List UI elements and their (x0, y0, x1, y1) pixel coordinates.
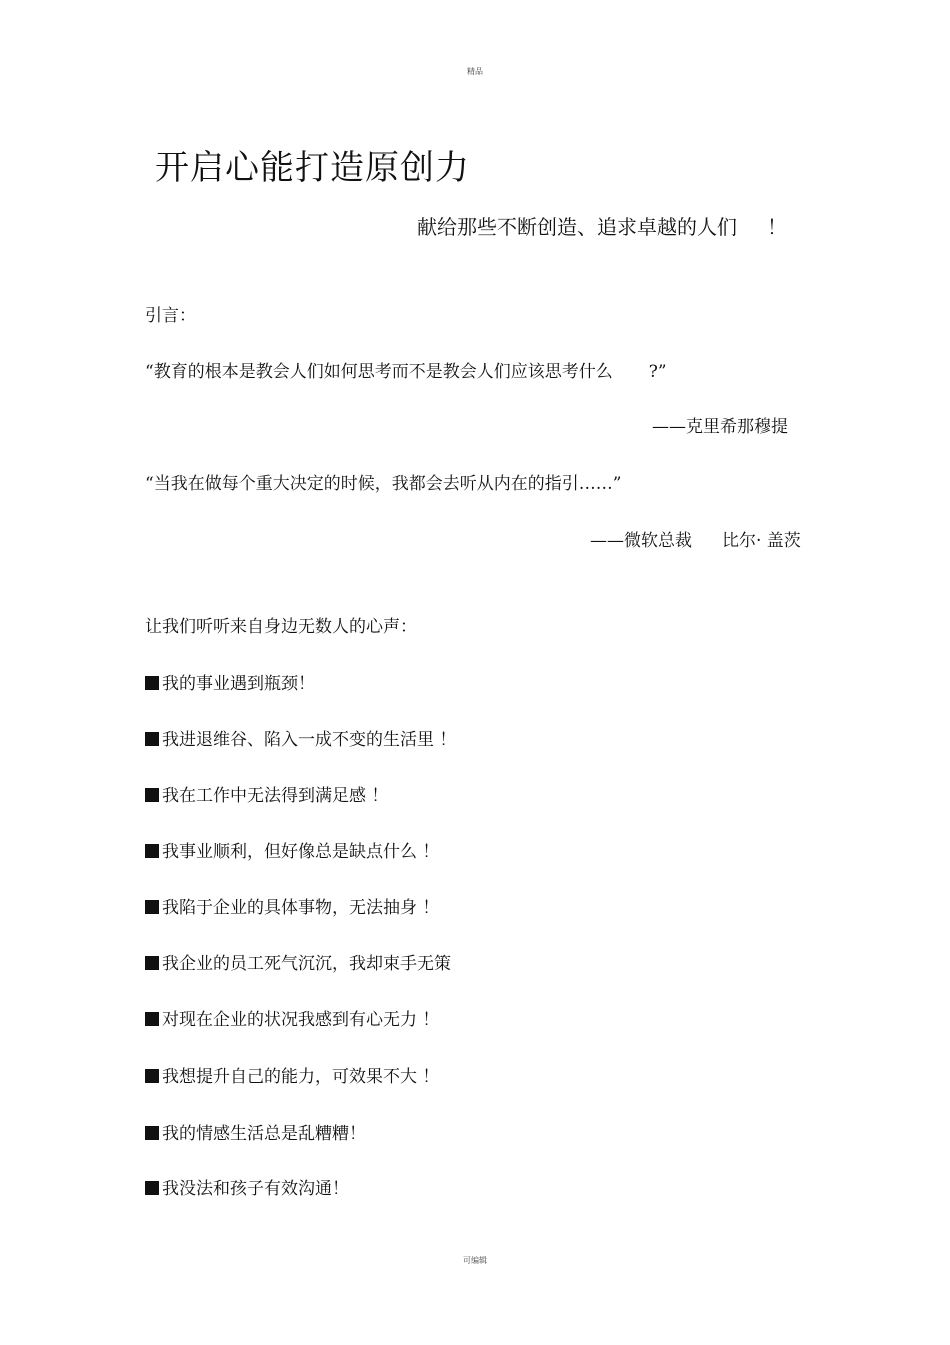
square-bullet-icon (145, 788, 159, 802)
square-bullet-icon (145, 676, 159, 690)
square-bullet-icon (145, 1012, 159, 1026)
subtitle-mark: ！ (767, 215, 787, 239)
quote-1-attribution: ——克里希那穆提 (652, 417, 788, 437)
square-bullet-icon (145, 1181, 159, 1195)
page-footer: 可编辑 (463, 1256, 487, 1265)
page-header: 精品 (467, 67, 483, 76)
subtitle-text: 献给那些不断创造、追求卓越的人们 (417, 215, 737, 239)
quote-2-attribution-prefix: ——微软总裁 (590, 531, 692, 551)
square-bullet-icon (145, 732, 159, 746)
list-item: 我陷于企业的具体事物，无法抽身 ！ (145, 893, 439, 918)
list-item: 我想提升自己的能力，可效果不大 ！ (145, 1062, 439, 1087)
list-item: 我进退维谷、陷入一成不变的生活里 ！ (145, 725, 456, 750)
square-bullet-icon (145, 1126, 159, 1140)
quote-1-tail: ?” (648, 362, 667, 382)
list-item: 我的情感生活总是乱糟糟！ (145, 1119, 366, 1144)
voices-intro: 让我们听听来自身边无数人的心声： (145, 617, 417, 637)
list-item: 我在工作中无法得到满足感 ！ (145, 781, 388, 806)
square-bullet-icon (145, 900, 159, 914)
quote-2: “当我在做每个重大决定的时候，我都会去听从内在的指引……” (145, 474, 622, 494)
quote-1 (145, 357, 667, 382)
page-title: 开启心能打造原创力 (155, 148, 470, 188)
list-item: 对现在企业的状况我感到有心无力 ！ (145, 1005, 439, 1030)
quote-2-attribution-name: 比尔· 盖茨 (722, 531, 801, 551)
subtitle (417, 211, 787, 240)
square-bullet-icon (145, 844, 159, 858)
quote-1-text: “教育的根本是教会人们如何思考而不是教会人们应该思考什么 (145, 362, 613, 382)
list-item: 我的事业遇到瓶颈！ (145, 669, 315, 694)
square-bullet-icon (145, 1069, 159, 1083)
intro-label: 引言： (145, 306, 196, 326)
square-bullet-icon (145, 956, 159, 970)
list-item: 我事业顺利，但好像总是缺点什么 ！ (145, 837, 439, 862)
list-item: 我企业的员工死气沉沉，我却束手无策 (145, 949, 451, 974)
quote-2-attribution (590, 526, 801, 551)
list-item: 我没法和孩子有效沟通！ (145, 1174, 349, 1199)
